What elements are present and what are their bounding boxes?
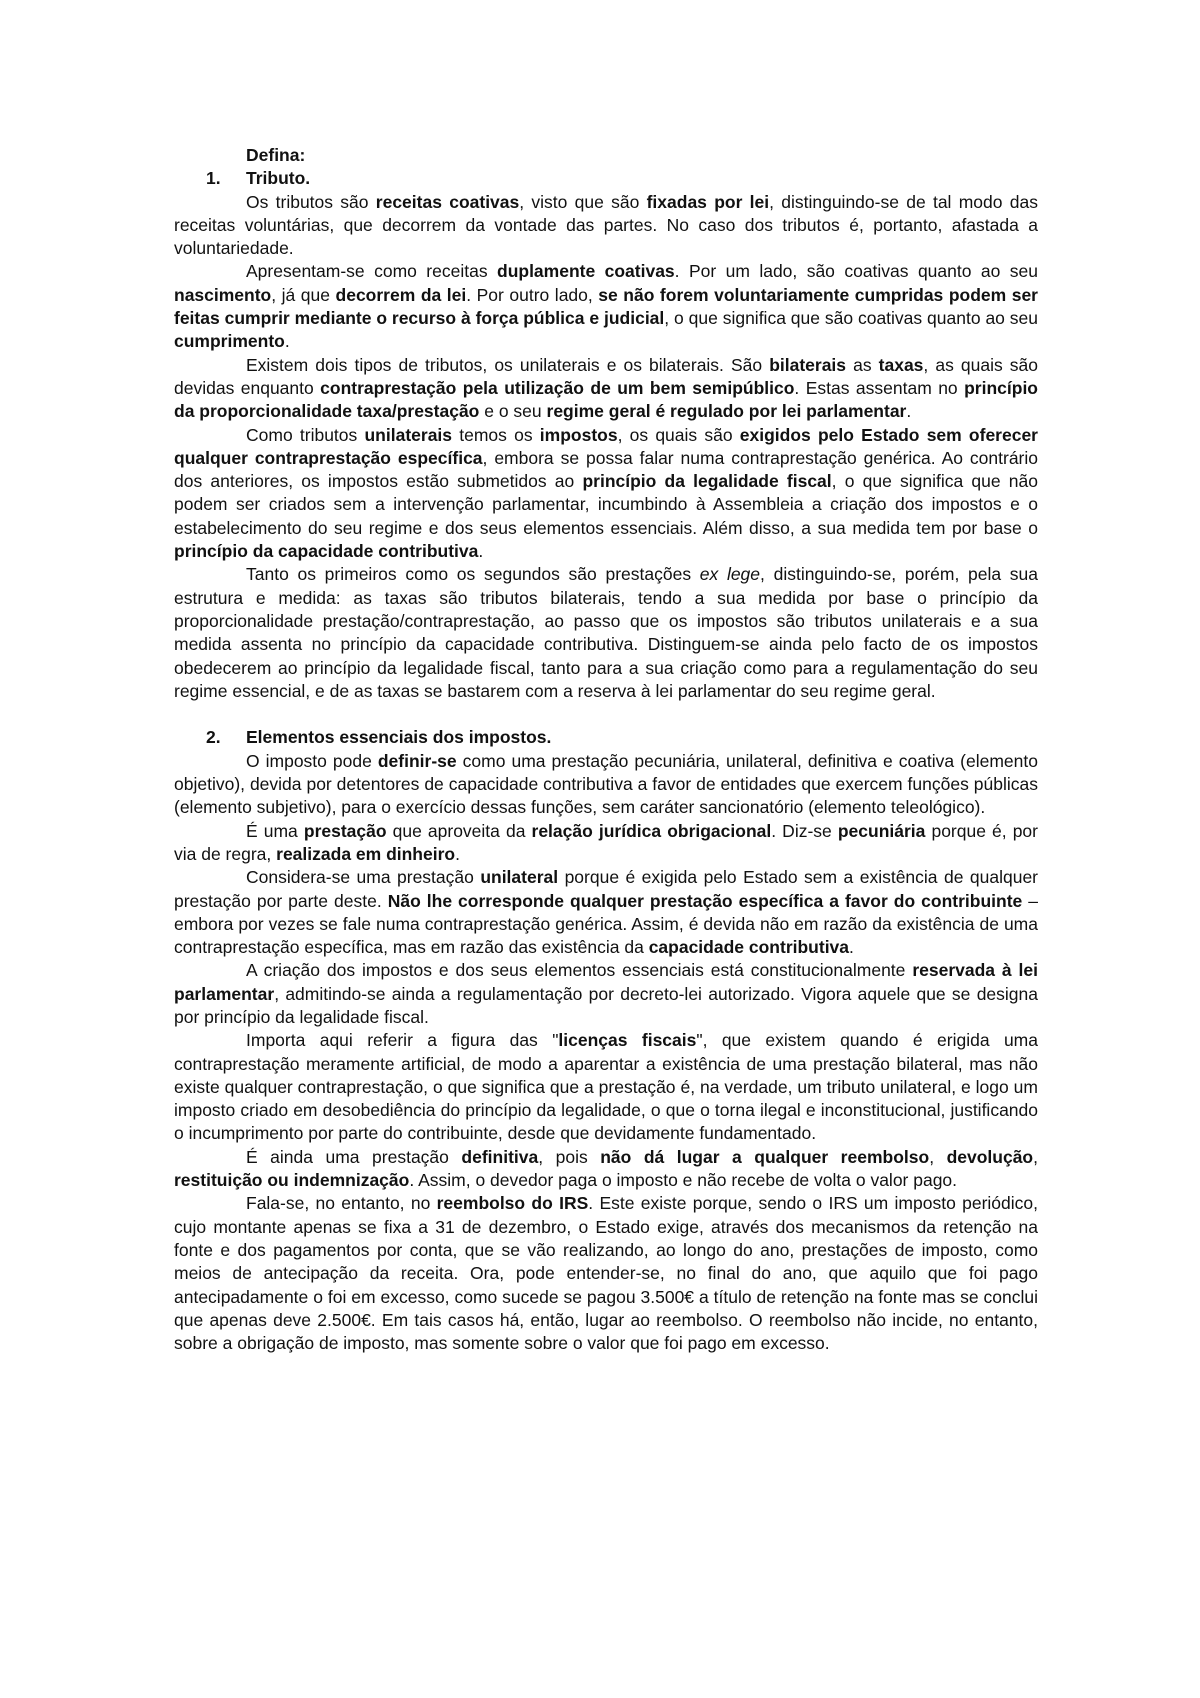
- bold-text: devolução: [946, 1146, 1034, 1167]
- text-run: as: [846, 354, 879, 375]
- bold-text: decorrem da lei: [335, 284, 467, 305]
- text-run: ,: [1033, 1146, 1038, 1167]
- text-run: . Estas assentam no: [794, 377, 965, 398]
- paragraph: [174, 866, 1038, 959]
- bold-text: reservada à lei parlamentar: [174, 960, 1038, 1004]
- document-heading: Defina:: [246, 145, 306, 165]
- text-run: , admitindo-se ainda a regulamentação por decreto-lei autorizado. Vigora aquele que se designa por princípio da legalidade fiscal.: [174, 983, 1038, 1027]
- text-run: ", que existem quando é erigida uma contraprestação meramente artificial, de modo a aparentar a existência de uma prestação bilateral, mas não existe qualquer contraprestação, o que significa que a prestação é, na verdade, um tributo unilateral, e logo um imposto criado em desobediência do princípio da legalidade, o que o torna ilegal e inconstitucional, justificando o incumprimento por parte do contribuinte, desde que devidamente fundamentado.: [174, 1030, 1038, 1144]
- text-run: ,: [929, 1146, 947, 1167]
- text-run: , distinguindo-se, porém, pela sua estrutura e medida: as taxas são tributos bilaterais, tendo a sua medida por base o princípio da proporcionalidade prestação/contraprestação, ao passo que os impostos são tributos unilaterais e a sua medida assenta no princípio da capacidade contributiva. Distinguem-se ainda pelo facto de os impostos obedecerem ao princípio da legalidade fiscal, tanto para a sua criação como para a regulamentação do seu regime essencial, e de as taxas se bastarem com a reserva à lei parlamentar do seu regime geral.: [174, 564, 1038, 701]
- text-run: , distinguindo-se de tal modo das receitas voluntárias, que decorrem da vontade das partes. No caso dos tributos é, portanto, afastada a voluntariedade.: [174, 191, 1038, 259]
- bold-text: definitiva: [461, 1146, 539, 1167]
- bold-text: regime geral é regulado por lei parlamentar: [546, 401, 907, 422]
- text-run: e o seu: [479, 401, 547, 422]
- text-run: . Assim, o devedor paga o imposto e não recebe de volta o valor pago.: [409, 1170, 958, 1191]
- bold-text: impostos: [539, 424, 618, 445]
- paragraph: [174, 750, 1038, 820]
- bold-text: definir-se: [377, 750, 457, 771]
- bold-text: reembolso do IRS: [436, 1193, 589, 1214]
- paragraph: [174, 563, 1038, 703]
- paragraph: [174, 1146, 1038, 1193]
- text-run: porque é exigida pelo Estado sem a existência de qualquer prestação por parte deste.: [174, 867, 1038, 911]
- paragraph: [174, 1029, 1038, 1145]
- bold-text: receitas coativas: [375, 191, 520, 212]
- section-body: [174, 191, 1038, 704]
- section-number: 1.: [206, 168, 221, 189]
- text-run: É ainda uma prestação: [246, 1146, 462, 1167]
- bold-text: prestação: [303, 820, 387, 841]
- text-run: A criação dos impostos e dos seus elementos essenciais está constitucionalmente: [246, 960, 913, 981]
- text-run: . Por outro lado,: [466, 284, 599, 305]
- section-body: [174, 750, 1038, 1356]
- text-run: porque é, por via de regra,: [174, 820, 1038, 864]
- text-run: . Diz-se: [771, 820, 838, 841]
- bold-text: não dá lugar a qualquer reembolso: [600, 1146, 930, 1167]
- bold-text: unilaterais: [364, 424, 453, 445]
- text-run: Considera-se uma prestação: [246, 867, 481, 888]
- text-run: . Este existe porque, sendo o IRS um imposto periódico, cujo montante apenas se fixa a 31 de dezembro, o Estado exige, através dos mecanismos da retenção na fonte e dos pagamentos por conta, que se vão realizando, ao longo do ano, prestações de imposto, como meios de antecipação da receita. Ora, pode entender-se, no final do ano, que aquilo que foi pago antecipadamente o foi em excesso, como sucede se pagou 3.500€ a título de retenção na fonte mas se conclui que apenas deve 2.500€. Em tais casos há, então, lugar ao reembolso. O reembolso não incide, no entanto, sobre a obrigação de imposto, mas somente sobre o valor que foi pago em excesso.: [174, 1193, 1039, 1354]
- text-run: Importa aqui referir a figura das ": [246, 1030, 559, 1051]
- text-run: Fala-se, no entanto, no: [246, 1193, 437, 1214]
- text-run: , visto que são: [519, 191, 647, 212]
- bold-text: duplamente coativas: [497, 261, 675, 282]
- bold-text: capacidade contributiva: [648, 937, 850, 958]
- bold-text: contraprestação pela utilização de um bem semipúblico: [320, 377, 795, 398]
- bold-text: princípio da capacidade contributiva: [174, 541, 479, 562]
- text-run: É uma: [246, 820, 304, 841]
- text-run: , os quais são: [617, 424, 740, 445]
- text-run: . Por um lado, são coativas quanto ao seu: [674, 261, 1038, 282]
- section-title: Tributo.: [246, 168, 311, 189]
- text-run: , pois: [538, 1146, 601, 1167]
- section-elementos-essenciais: [174, 726, 1038, 1355]
- text-run: Apresentam-se como receitas: [246, 261, 497, 282]
- paragraph: [174, 354, 1038, 424]
- text-run: .: [906, 401, 912, 422]
- section-title: Elementos essenciais dos impostos.: [246, 727, 552, 748]
- text-run: , o que significa que são coativas quanto ao seu: [664, 308, 1038, 329]
- section-spacer: [174, 703, 1038, 726]
- text-run: como uma prestação pecuniária, unilateral, definitiva e coativa (elemento objetivo), devida por detentores de capacidade contributiva a favor de entidades que exercem funções públicas (elemento subjetivo), para o exercício dessas funções, sem caráter sancionatório (elemento teleológico).: [174, 750, 1038, 818]
- text-run: , embora se possa falar numa contraprestação genérica. Ao contrário dos anteriores, os impostos estão submetidos ao: [174, 447, 1039, 492]
- text-run: .: [455, 843, 460, 864]
- text-run: .: [284, 331, 290, 352]
- text-run: – embora por vezes se fale numa contraprestação genérica. Assim, é devida não em razão da existência de uma contraprestação específica, mas em razão das existência da: [174, 890, 1038, 958]
- text-run: , o que significa que não podem ser criados sem a intervenção parlamentar, incumbindo à Assembleia a criação dos impostos e o estabelecimento do seu regime e dos seus elementos essenciais. Além disso, a sua medida tem por base o: [174, 471, 1038, 538]
- section-tributo: [174, 167, 1038, 703]
- bold-text: unilateral: [480, 867, 559, 888]
- bold-text: Não lhe corresponde qualquer prestação específica a favor do contribuinte: [387, 890, 1023, 911]
- italic-text: ex lege: [699, 564, 761, 585]
- bold-text: se não forem voluntariamente cumpridas podem ser feitas cumprir mediante o recurso à força pública e judicial: [174, 284, 1038, 329]
- text-run: Como tributos: [246, 424, 365, 445]
- text-run: O imposto pode: [246, 750, 378, 771]
- section-number: 2.: [206, 727, 221, 748]
- text-run: Os tributos são: [246, 191, 376, 212]
- text-run: .: [478, 541, 484, 562]
- bold-text: taxas: [878, 354, 924, 375]
- bold-text: pecuniária: [837, 820, 926, 841]
- text-run: , já que: [271, 284, 336, 305]
- bold-text: restituição ou indemnização: [174, 1170, 410, 1191]
- section-heading: [174, 726, 1038, 749]
- bold-text: bilaterais: [769, 354, 847, 375]
- text-run: que aproveita da: [386, 820, 532, 841]
- text-run: .: [849, 937, 854, 958]
- bold-text: licenças fiscais: [558, 1030, 697, 1051]
- paragraph: [174, 424, 1038, 564]
- paragraph: [174, 260, 1038, 353]
- text-run: , as quais são devidas enquanto: [174, 354, 1038, 398]
- bold-text: princípio da legalidade fiscal: [582, 471, 832, 492]
- section-heading: [174, 167, 1038, 190]
- paragraph: [174, 820, 1038, 867]
- bold-text: relação jurídica obrigacional: [531, 820, 772, 841]
- bold-text: exigidos pelo Estado sem oferecer qualquer contraprestação específica: [174, 424, 1038, 468]
- paragraph: [174, 191, 1038, 261]
- text-run: temos os: [452, 424, 540, 445]
- bold-text: cumprimento: [174, 331, 285, 352]
- paragraph: [174, 959, 1038, 1029]
- bold-text: realizada em dinheiro: [276, 843, 456, 864]
- text-run: Tanto os primeiros como os segundos são prestações: [246, 564, 700, 585]
- bold-text: nascimento: [174, 284, 272, 305]
- paragraph: [174, 1192, 1038, 1355]
- bold-text: fixadas por lei: [646, 191, 770, 212]
- bold-text: princípio da proporcionalidade taxa/prestação: [174, 377, 1038, 422]
- text-run: Existem dois tipos de tributos, os unilaterais e os bilaterais. São: [246, 354, 770, 375]
